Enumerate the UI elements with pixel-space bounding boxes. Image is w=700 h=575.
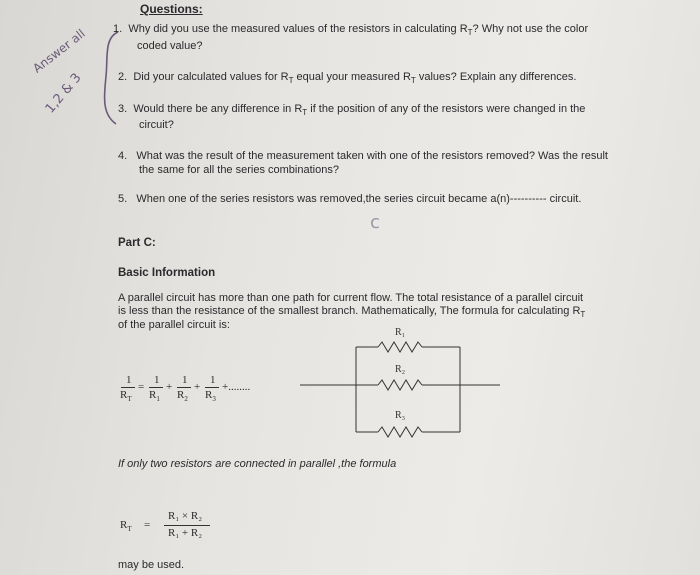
resistor-r3-zigzag — [378, 427, 422, 437]
f1-bar-3 — [177, 387, 191, 388]
parallel-circuit-diagram — [300, 325, 500, 445]
parallel-formula — [116, 374, 276, 414]
footer-text: may be used. — [118, 559, 185, 571]
label-r2: R₂ — [395, 364, 406, 375]
question-1-line1: Why did you use the measured values of the resistors in calculating R — [128, 23, 468, 35]
f1-bar-2 — [149, 387, 163, 388]
question-2 — [118, 70, 576, 88]
question-4-line1: What was the result of the measurement taken with one of the resistors removed? Was the result — [136, 150, 608, 162]
question-2-sub2: T — [410, 76, 416, 86]
f1-bar-4 — [205, 387, 219, 388]
f1-num-4: 1 — [210, 374, 216, 386]
resistor-r2-zigzag — [378, 380, 422, 390]
f2-numerator: R₁ × R₂ — [168, 510, 203, 522]
part-c-heading: Part C: — [118, 237, 156, 249]
f1-den-r3: $R_3$ — [205, 389, 216, 404]
f1-eq: = — [138, 381, 145, 393]
label-r1: R₁ — [395, 327, 406, 338]
question-1-sub: T — [467, 28, 473, 38]
f2-eq: = — [144, 519, 151, 531]
question-3-sub: T — [302, 108, 308, 118]
question-2-line1: Did your calculated values for R — [133, 71, 289, 83]
handwritten-numbers-note: 1,2 & 3 — [42, 70, 85, 117]
question-3-line1: Would there be any difference in R — [133, 103, 303, 115]
f2-denominator: R₁ + R₂ — [168, 527, 203, 539]
f1-den-r2: $R_2$ — [177, 389, 188, 404]
f1-den-r1: $R_1$ — [149, 389, 160, 404]
two-resistor-text: If only two resistors are connected in parallel ,the formula — [118, 458, 397, 470]
question-1-number: 1. — [113, 23, 123, 35]
question-5-line1: When one of the series resistors was removed,the series circuit became a(n)---------- circuit. — [136, 193, 582, 205]
f1-num-3: 1 — [182, 374, 188, 386]
question-2-line1-end: values? Explain any differences. — [415, 71, 577, 83]
f1-plus-1: + — [166, 381, 173, 393]
question-5-number: 5. — [118, 193, 128, 205]
question-3 — [118, 102, 585, 120]
f1-plus-2: + — [194, 381, 201, 393]
f1-plus-3: +........ — [222, 381, 251, 393]
f1-num-2: 1 — [154, 374, 160, 386]
two-resistor-formula — [120, 510, 260, 550]
questions-title: Questions: — [140, 2, 203, 16]
question-1-line2: coded value? — [137, 40, 203, 52]
f2-lhs: $R_T$ — [120, 519, 132, 534]
question-2-number: 2. — [118, 71, 128, 83]
question-3-number: 3. — [118, 103, 128, 115]
question-5 — [118, 192, 581, 206]
paragraph-line1: A parallel circuit has more than one path for current flow. The total resistance of a parallel circuit — [118, 292, 584, 304]
f2-bar — [164, 525, 210, 526]
question-4-line2: the same for all the series combinations? — [139, 164, 339, 176]
stray-mark: c — [370, 212, 380, 233]
question-2-sub: T — [288, 76, 294, 86]
basic-info-heading: Basic Information — [118, 267, 216, 279]
resistor-r1-zigzag — [378, 342, 422, 352]
question-3-line1-end: if the position of any of the resistors were changed in the — [307, 103, 586, 115]
paragraph-line3: of the parallel circuit is: — [118, 319, 230, 331]
question-4 — [118, 149, 608, 163]
f1-den-rt: $R_T$ — [120, 389, 132, 404]
label-r3: R₃ — [395, 410, 406, 421]
question-1 — [113, 22, 588, 40]
question-4-number: 4. — [118, 150, 128, 162]
question-3-line2: circuit? — [139, 119, 174, 131]
paragraph-line2-text: is less than the resistance of the smallest branch. Mathematically, The formula for calculating R — [118, 305, 581, 317]
handwritten-answer-note: Answer all — [30, 26, 88, 76]
paragraph-line2-sub: T — [580, 310, 586, 320]
f1-bar-1 — [121, 387, 135, 388]
f1-num-1: 1 — [126, 374, 132, 386]
question-1-line1-end: ? Why not use the color — [472, 23, 589, 35]
question-2-line1-mid: equal your measured R — [293, 71, 411, 83]
